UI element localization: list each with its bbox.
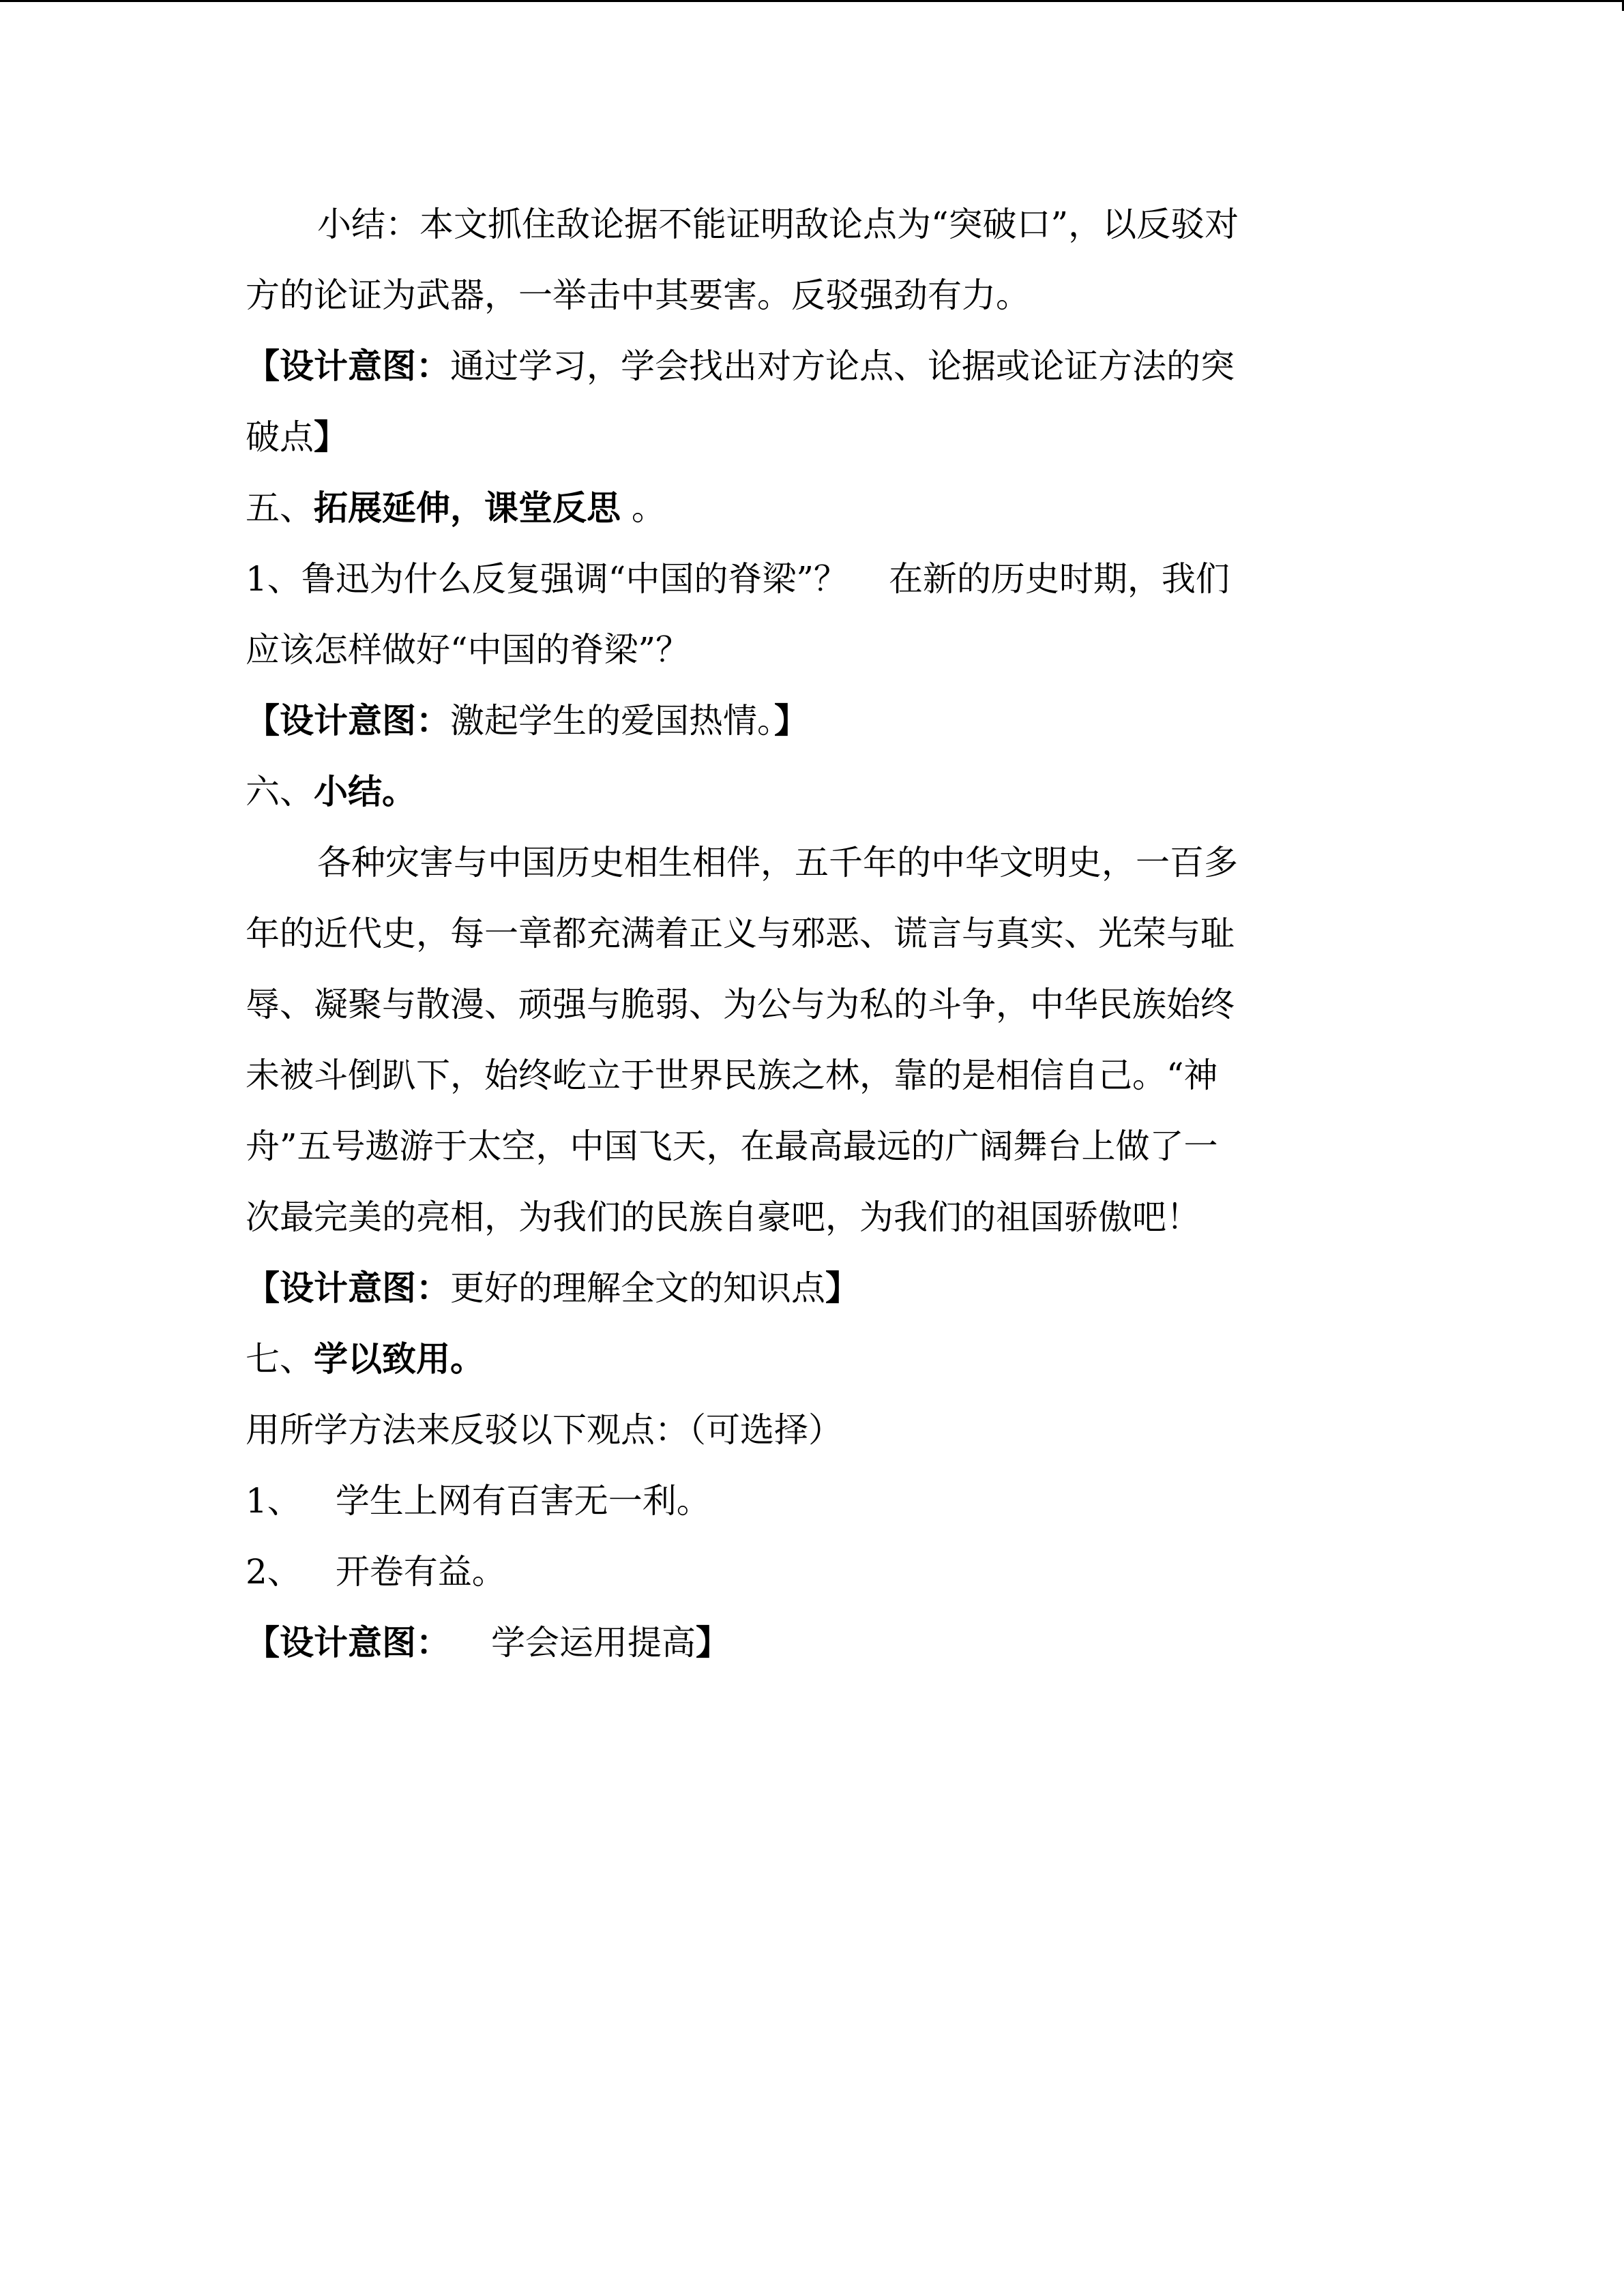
practice-intro: 用所学方法来反驳以下观点：（可选择） [246, 1410, 842, 1450]
section-5-number: 五、 [246, 488, 314, 528]
section-7-number: 七、 [246, 1339, 314, 1379]
design-intent-label: 【设计意图： [246, 346, 450, 386]
summary-paragraph-line: 年的近代史，每一章都充满着正义与邪恶、谎言与真实、光荣与耻 [246, 914, 1235, 953]
design-intent-2 [246, 697, 808, 745]
design-intent-label: 【设计意图： [246, 700, 450, 741]
design-intent-text: 学会运用提高 [491, 1623, 696, 1663]
design-intent-text-cont: 破点 [246, 417, 314, 457]
design-intent-close: 】 [314, 417, 348, 457]
design-intent-1 [246, 342, 1235, 390]
summary1-line1: 小结：本文抓住敌论据不能证明敌论点为“突破口”，以反驳对 [317, 205, 1239, 244]
section-7-heading [246, 1335, 484, 1383]
question-1-line1 [246, 555, 1230, 603]
practice-item-text: 学生上网有百害无一利。 [335, 1481, 711, 1521]
design-intent-text: 激起学生的爱国热情。 [450, 701, 774, 741]
section-5-heading [246, 484, 666, 532]
design-intent-text: 通过学习，学会找出对方论点、论据或论证方法的突 [450, 346, 1235, 386]
summary-paragraph-line: 未被斗倒趴下，始终屹立于世界民族之林，靠的是相信自己。“神 [246, 1056, 1218, 1095]
design-intent-label: 【设计意图： [246, 1622, 450, 1663]
design-intent-label: 【设计意图： [246, 1268, 450, 1308]
design-intent-3 [246, 1264, 859, 1312]
practice-item-number: 2、 [246, 1552, 301, 1592]
design-intent-1-cont [246, 413, 348, 461]
section-5-title: 拓展延伸，课堂反思 [314, 488, 621, 528]
question-1-line2: 应该怎样做好“中国的脊梁”？ [246, 630, 690, 670]
summary-paragraph-line: 次最完美的亮相，为我们的民族自豪吧，为我们的祖国骄傲吧！ [246, 1197, 1200, 1237]
question-1-part-a: 1、鲁迅为什么反复强调“中国的脊梁”？ [246, 559, 848, 599]
design-intent-close: 】 [696, 1622, 730, 1663]
summary1-line2: 方的论证为武器，一举击中其要害。反驳强劲有力。 [246, 275, 1030, 315]
section-6-heading [246, 768, 416, 816]
practice-item [246, 1477, 711, 1525]
design-intent-4 [246, 1619, 730, 1667]
question-1-part-b: 在新的历史时期，我们 [888, 559, 1230, 599]
summary-paragraph-line: 各种灾害与中国历史相生相伴，五千年的中华文明史，一百多 [317, 843, 1238, 882]
section-5-dot: 。 [621, 488, 666, 528]
top-border-line [0, 0, 1624, 2]
design-intent-close: 】 [825, 1268, 859, 1308]
section-6-title: 小结。 [314, 771, 416, 811]
section-7-title: 学以致用。 [314, 1339, 484, 1379]
section-6-number: 六、 [246, 772, 314, 811]
practice-item-number: 1、 [246, 1481, 301, 1521]
design-intent-close: 】 [774, 700, 808, 741]
practice-item-text: 开卷有益。 [335, 1552, 506, 1592]
summary-paragraph-line: 舟”五号遨游于太空，中国飞天，在最高最远的广阔舞台上做了一 [246, 1127, 1218, 1166]
practice-item [246, 1548, 506, 1596]
design-intent-text: 更好的理解全文的知识点 [450, 1268, 825, 1308]
summary-paragraph-line: 辱、凝聚与散漫、顽强与脆弱、为公与为私的斗争，中华民族始终 [246, 985, 1235, 1024]
